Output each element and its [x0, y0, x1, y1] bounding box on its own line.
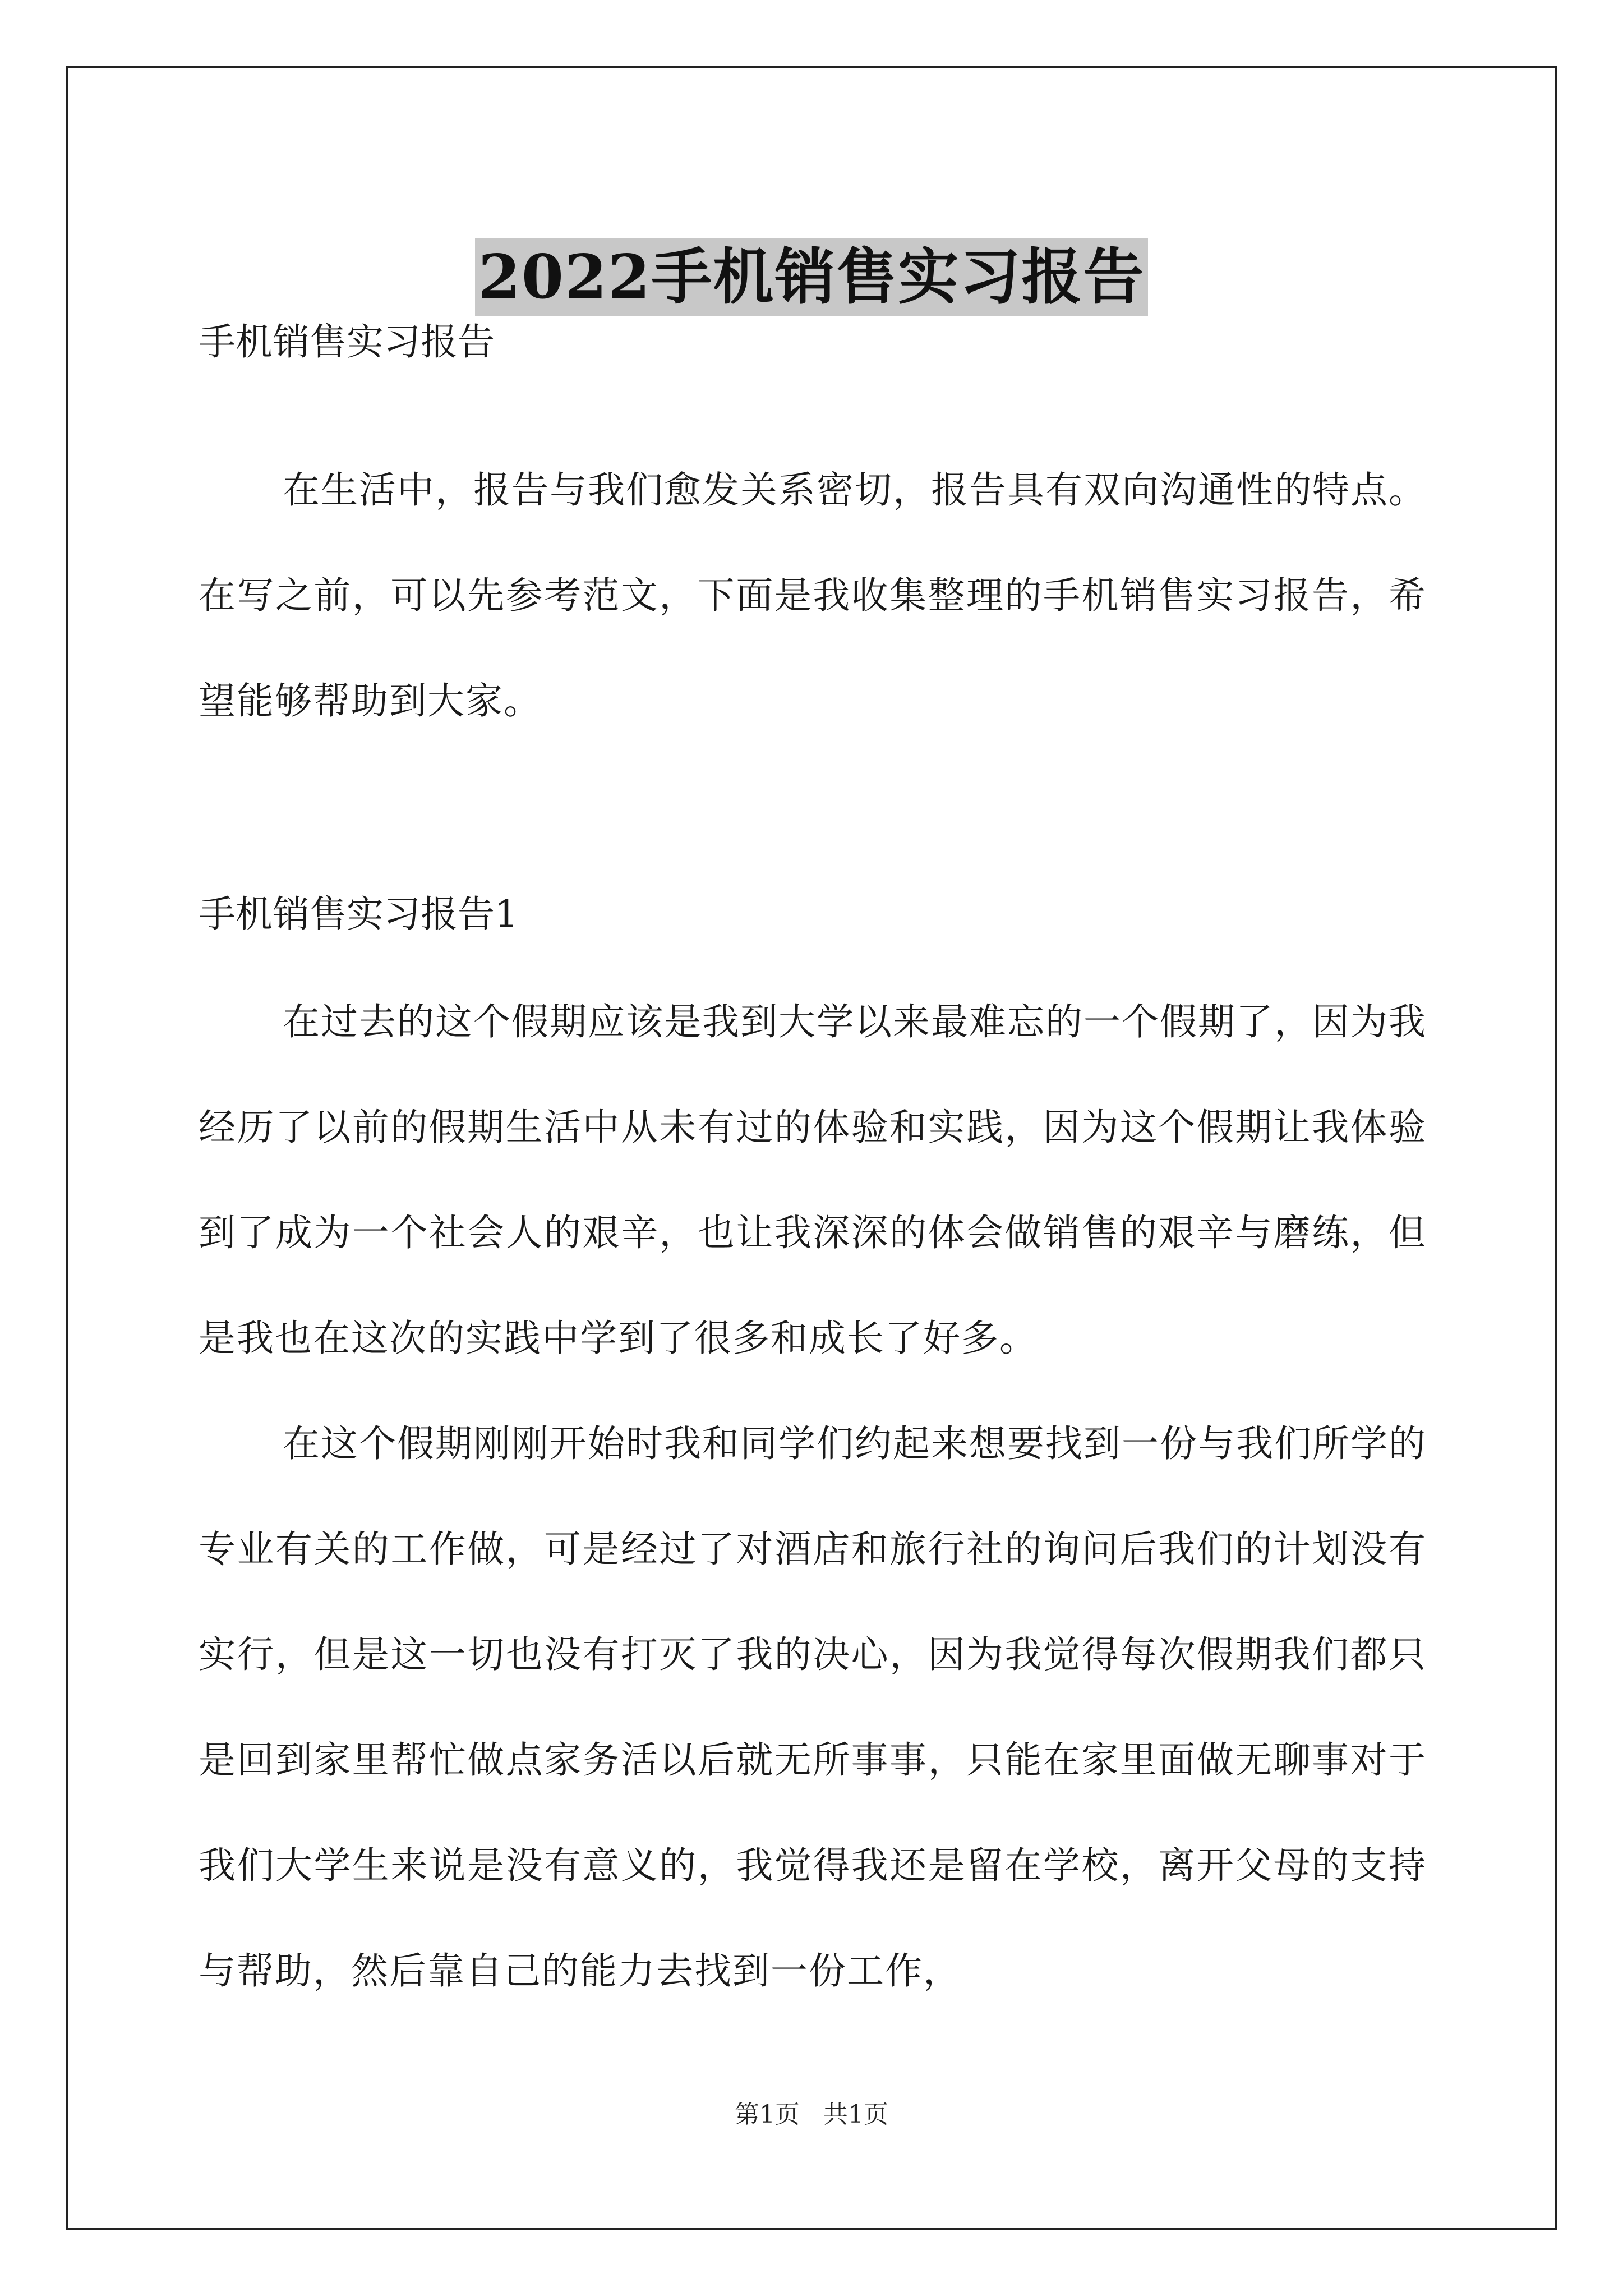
page-footer — [0, 2098, 1623, 2132]
page-total: 共1页 — [823, 2100, 888, 2129]
body-paragraph-2: 在这个假期刚刚开始时我和同学们约起来想要找到一份与我们所学的专业有关的工作做，可是经过了对酒店和旅行社的询问后我们的计划没有实行，但是这一切也没有打灭了我的决心，因为我觉得每次假期我们都只是回到家里帮忙做点家务活以后就无所事事，只能在家里面做无聊事对于我们大学生来说是没有意义的，我觉得我还是留在学校，离开父母的支持与帮助，然后靠自己的能力去找到一份工作， — [199, 1422, 1427, 1993]
section-heading: 手机销售实习报告1 — [199, 892, 518, 936]
page-number: 第1页 — [735, 2100, 800, 2129]
document-title: 2022手机销售实习报告 — [475, 238, 1149, 316]
document-subtitle: 手机销售实习报告 — [199, 320, 495, 364]
body-paragraph-1: 在过去的这个假期应该是我到大学以来最难忘的一个假期了，因为我经历了以前的假期生活中从未有过的体验和实践，因为这个假期让我体验到了成为一个社会人的艰辛，也让我深深的体会做销售的艰辛与磨练，但是我也在这次的实践中学到了很多和成长了好多。 — [199, 1000, 1427, 1360]
intro-paragraph: 在生活中，报告与我们愈发关系密切，报告具有双向沟通性的特点。在写之前，可以先参考范文，下面是我收集整理的手机销售实习报告，希望能够帮助到大家。 — [199, 468, 1427, 723]
